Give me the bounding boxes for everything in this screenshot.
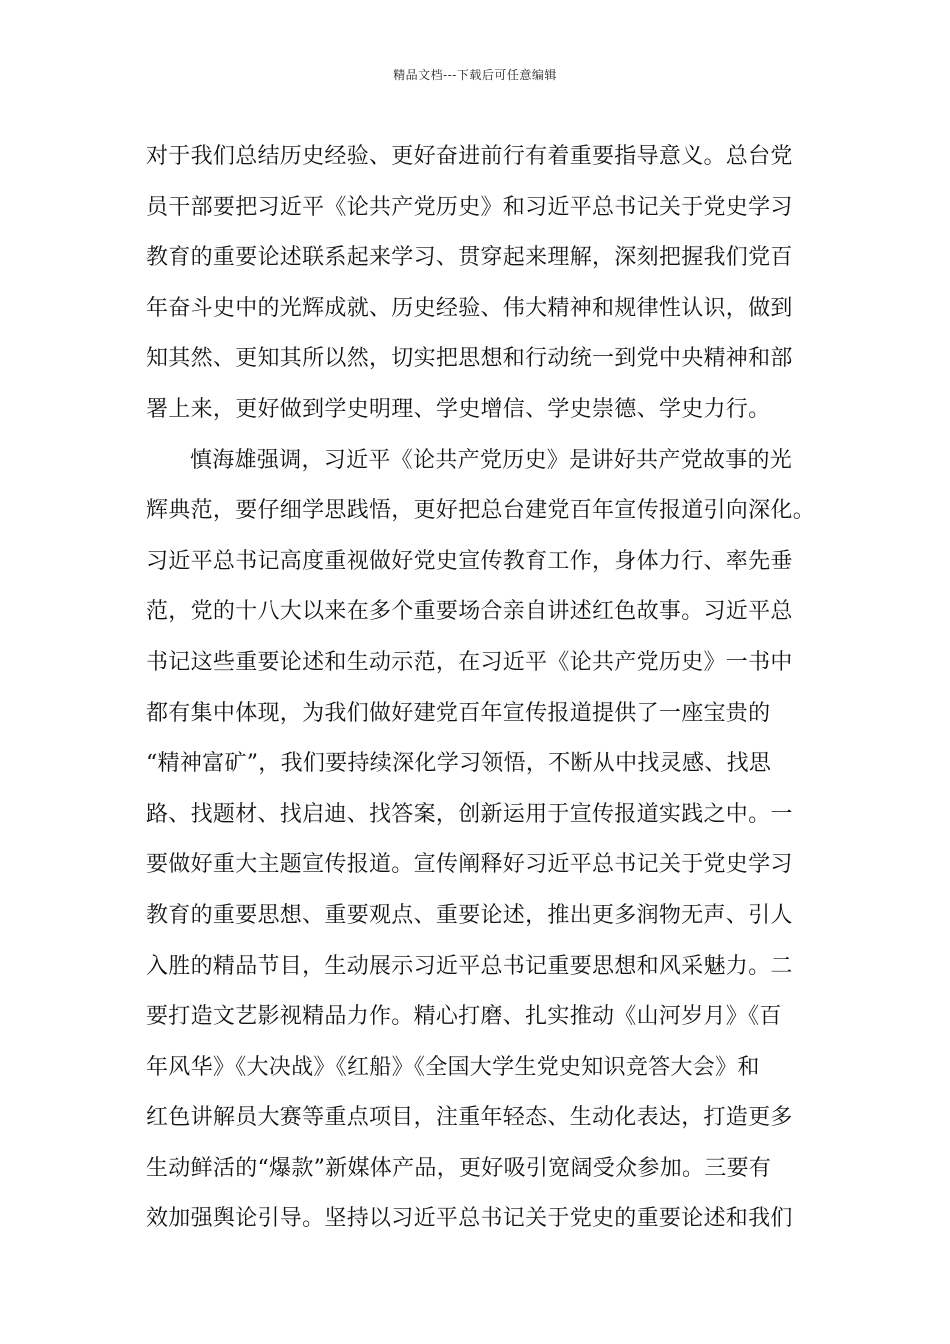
text-line: 慎海雄强调，习近平《论共产党历史》是讲好共产党故事的光 bbox=[190, 447, 793, 473]
text-line: 年奋斗史中的光辉成就、历史经验、伟大精神和规律性认识，做到 bbox=[146, 295, 793, 321]
page-header: 精品文档---下载后可任意编辑 bbox=[393, 68, 557, 82]
text-line: 范，党的十八大以来在多个重要场合亲自讲述红色故事。习近平总 bbox=[146, 599, 793, 625]
text-line: 效加强舆论引导。坚持以习近平总书记关于党史的重要论述和我们 bbox=[146, 1206, 793, 1232]
text-line: 入胜的精品节目，生动展示习近平总书记重要思想和风采魅力。二 bbox=[146, 953, 793, 979]
text-line: 知其然、更知其所以然，切实把思想和行动统一到党中央精神和部 bbox=[146, 346, 793, 372]
text-line: 教育的重要论述联系起来学习、贯穿起来理解，深刻把握我们党百 bbox=[146, 245, 793, 271]
text-line: 辉典范，要仔细学思践悟，更好把总台建党百年宣传报道引向深化。 bbox=[146, 498, 816, 524]
text-line: 路、找题材、找启迪、找答案，创新运用于宣传报道实践之中。一 bbox=[146, 801, 793, 827]
text-line: 习近平总书记高度重视做好党史宣传教育工作，身体力行、率先垂 bbox=[146, 548, 793, 574]
text-line: 都有集中体现，为我们做好建党百年宣传报道提供了一座宝贵的 bbox=[146, 700, 771, 726]
text-line: 书记这些重要论述和生动示范，在习近平《论共产党历史》一书中 bbox=[146, 649, 793, 675]
text-line: 对于我们总结历史经验、更好奋进前行有着重要指导意义。总台党 bbox=[146, 144, 793, 169]
text-line: 年风华》《大决战》《红船》《全国大学生党史知识竞答大会》和 bbox=[146, 1054, 760, 1080]
text-line: 教育的重要思想、重要观点、重要论述，推出更多润物无声、引人 bbox=[146, 902, 793, 928]
text-line: “精神富矿”，我们要持续深化学习领悟，不断从中找灵感、找思 bbox=[146, 751, 772, 777]
text-line: 要做好重大主题宣传报道。宣传阐释好习近平总书记关于党史学习 bbox=[146, 852, 793, 878]
paragraph-2 bbox=[146, 436, 826, 1246]
text-line: 员干部要把习近平《论共产党历史》和习近平总书记关于党史学习 bbox=[146, 194, 793, 220]
text-line: 生动鲜活的“爆款”新媒体产品，更好吸引宽阔受众参加。三要有 bbox=[146, 1155, 772, 1181]
text-line: 红色讲解员大赛等重点项目，注重年轻态、生动化表达，打造更多 bbox=[146, 1105, 793, 1131]
paragraph-1 bbox=[146, 132, 826, 436]
text-line: 署上来，更好做到学史明理、学史增信、学史崇德、学史力行。 bbox=[146, 396, 771, 422]
text-line: 要打造文艺影视精品力作。精心打磨、扎实推动《山河岁月》《百 bbox=[146, 1004, 782, 1030]
document-body bbox=[146, 132, 826, 1245]
